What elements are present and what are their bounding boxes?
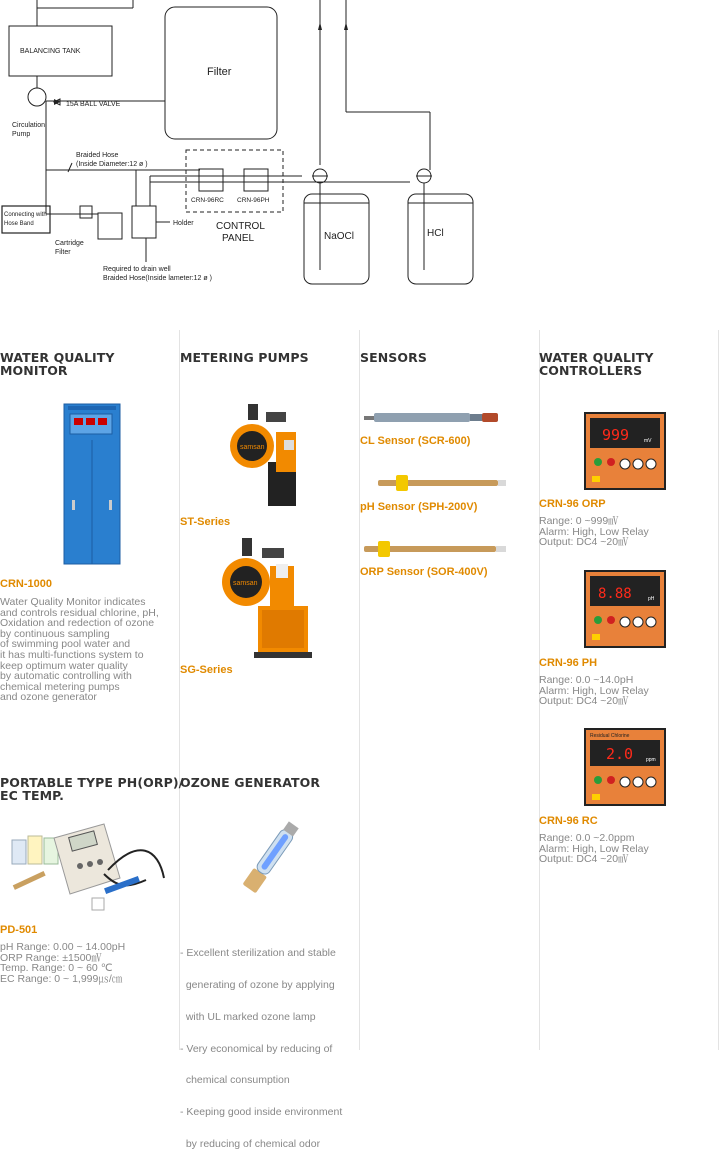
section-title-ozone: OZONE GENERATOR	[180, 775, 321, 790]
controller-ph-image	[584, 570, 666, 648]
system-diagram	[0, 0, 720, 300]
cl-sensor-image	[362, 408, 502, 428]
ozone-lamp-image	[226, 816, 318, 896]
portable-meter-image	[8, 818, 168, 918]
st-pump-brand: samsan	[240, 444, 265, 451]
sg-pump-brand: samsan	[233, 580, 258, 587]
controller-orp-display: 999	[602, 426, 630, 444]
controller-specs-ph: Range: 0.0 ~14.0pH Alarm: High, Low Relay Output: DC4 ~20㎷	[539, 674, 649, 708]
connecting-label: Connecting with	[4, 212, 47, 218]
controller-specs-orp: Range: 0 ~999㎷ Alarm: High, Low Relay Output: DC4 ~20㎷	[539, 515, 649, 549]
controller-rc-image	[584, 728, 666, 806]
circulation-label: Circulation	[12, 122, 46, 129]
controller-name-rc: CRN-96 RC	[539, 815, 598, 827]
monitor-cabinet-image	[60, 400, 124, 568]
ozone-features: - Excellent sterilization and stable generating of ozone by applying with UL marked ozone lamp - Very economical by reducing of chemical consumption - Keeping good inside environment by reducing of chemical odor	[180, 947, 343, 1150]
product-name-pd-501: PD-501	[0, 924, 38, 936]
product-name-ph-sensor: pH Sensor (SPH-200V)	[360, 501, 478, 513]
controller-name-ph: CRN-96 PH	[539, 657, 598, 669]
controller-specs-rc: Range: 0.0 ~2.0ppm Alarm: High, Low Relay Output: DC4 ~20㎷	[539, 832, 649, 866]
product-name-st-series: ST-Series	[180, 516, 231, 528]
orp-sensor-image	[362, 538, 510, 560]
product-name-orp-sensor: ORP Sensor (SOR-400V)	[360, 566, 488, 578]
braided-hose-diameter: (Inside Diameter:12 ø )	[76, 161, 148, 168]
hcl-label: HCl	[427, 228, 444, 239]
drain-label: Required to drain well	[103, 266, 171, 273]
control-label: CONTROL	[216, 221, 265, 232]
ph-sensor-image	[372, 472, 508, 494]
controller-orp-image	[584, 412, 666, 490]
product-name-cl-sensor: CL Sensor (SCR-600)	[360, 435, 471, 447]
divider	[718, 330, 719, 1050]
sg-pump-image	[218, 536, 314, 660]
description-crn-1000: Water Quality Monitor indicates and controls residual chlorine, pH, Oxidation and redection of ozone by continuous sampling of swimming pool water and it has multi-functions system to keep optimum water quality by automatic controlling with chemical metering pumps and ozone generator	[0, 596, 159, 704]
holder-label: Holder	[173, 220, 194, 227]
pump-label: Pump	[12, 131, 31, 138]
naocl-label: NaOCl	[324, 231, 355, 242]
portable-specs: pH Range: 0.00 ~ 14.00pH ORP Range: ±1500㎷ Temp. Range: 0 ~ 60 ℃ EC Range: 0 ~ 1,999㎲/㎝	[0, 941, 126, 985]
controller-rc-panel-label: Residual Chlorine	[590, 733, 630, 739]
drain-hose-label: Braided Hose(Inside lameter:12 ø )	[103, 275, 212, 282]
braided-hose-label: Braided Hose	[76, 152, 119, 159]
section-title-wqm: WATER QUALITY MONITOR	[0, 350, 115, 378]
panel-label: PANEL	[222, 233, 255, 244]
hose-band-label: Hose Band	[4, 221, 34, 227]
controller-rc-display: 2.0	[606, 745, 634, 763]
crn-ph-label: CRN-96PH	[237, 197, 270, 204]
st-pump-image	[226, 402, 306, 512]
section-title-controllers: WATER QUALITY CONTROLLERS	[539, 350, 654, 378]
balancing-tank-label: BALANCING TANK	[20, 48, 81, 55]
section-title-portable: PORTABLE TYPE PH(ORP)/ EC TEMP.	[0, 775, 184, 803]
product-name-sg-series: SG-Series	[180, 664, 233, 676]
controller-orp-unit: mV	[644, 438, 652, 444]
crn-rc-label: CRN-96RC	[191, 197, 224, 204]
controller-ph-unit: pH	[648, 596, 655, 602]
section-title-sensors: SENSORS	[360, 350, 427, 365]
cartridge-label: Cartridge	[55, 240, 84, 247]
controller-ph-display: 8.88	[598, 586, 632, 602]
controller-rc-unit: ppm	[646, 757, 656, 763]
section-title-pumps: METERING PUMPS	[180, 350, 309, 365]
filter-label: Filter	[207, 66, 232, 78]
product-name-crn-1000: CRN-1000	[0, 578, 52, 590]
ball-valve-label: 15A BALL VALVE	[66, 101, 121, 108]
cartridge-filter-label: Filter	[55, 249, 71, 256]
controller-name-orp: CRN-96 ORP	[539, 498, 606, 510]
